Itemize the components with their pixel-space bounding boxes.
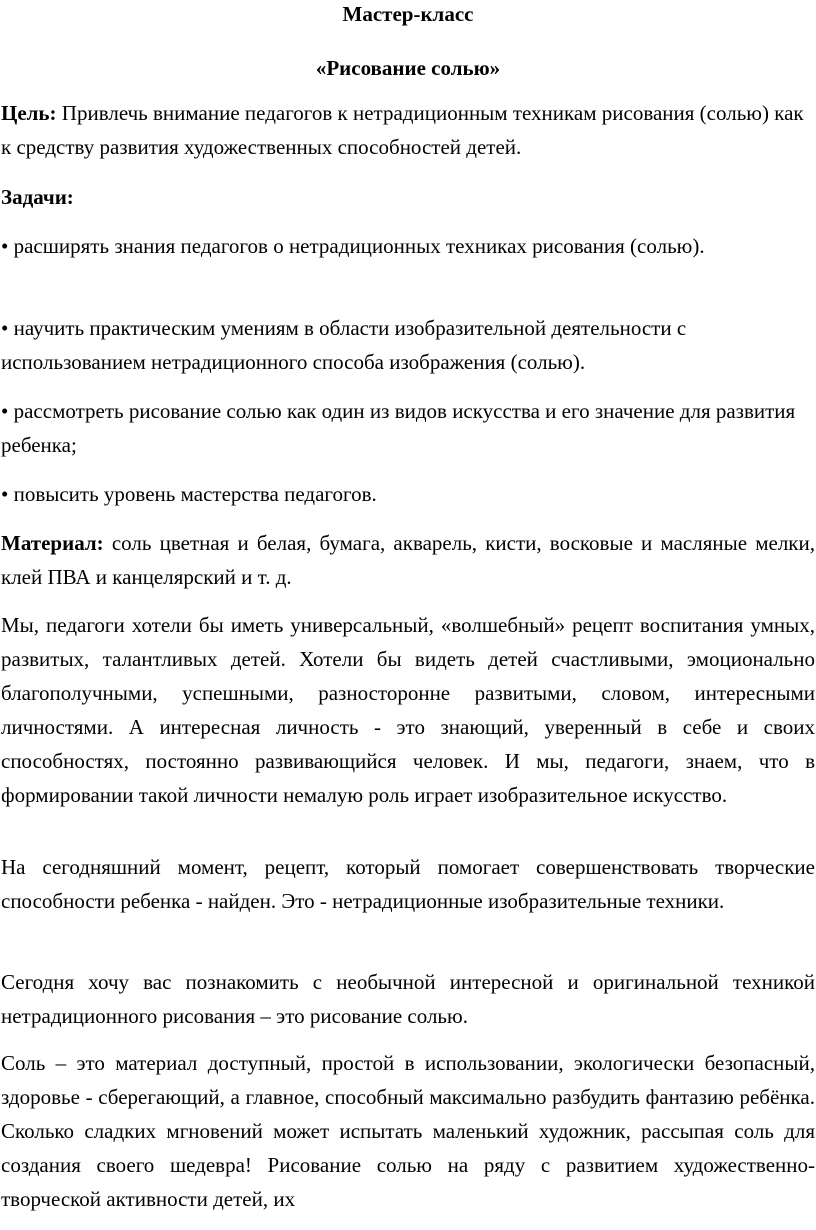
goal-label: Цель: <box>1 101 57 125</box>
task-item: • рассмотреть рисование солью как один из видов искусства и его значение для развития ребенка; <box>1 399 796 457</box>
tasks-label: Задачи: <box>1 185 74 209</box>
material-label: Материал: <box>1 531 104 555</box>
task-item: • расширять знания педагогов о нетрадиционных техниках рисования (солью). <box>1 234 705 258</box>
body-paragraph: На сегодняшний момент, рецепт, который помогает совершенствовать творческие способности ребенка - найден. Это - нетрадиционные изобразительные техники. <box>1 855 815 913</box>
material-text: соль цветная и белая, бумага, акварель, кисти, восковые и масляные мелки, клей ПВА и канцелярский и т. д. <box>1 531 815 589</box>
material-paragraph <box>1 526 815 594</box>
task-item: • научить практическим умениям в области изобразительной деятельности с использованием нетрадиционного способа изображения (солью). <box>1 316 687 374</box>
goal-text: Привлечь внимание педагогов к нетрадиционным техникам рисования (солью) как к средству развития художественных способностей детей. <box>1 101 804 159</box>
body-paragraph: Мы, педагоги хотели бы иметь универсальный, «волшебный» рецепт воспитания умных, развитых, талантливых детей. Хотели бы видеть детей счастливыми, эмоционально благополучными, успешными, разносторонне развитыми, словом, интересными личностями. А интересная личность - это знающий, уверенный в себе и своих способностях, постоянно развивающийся человек. И мы, педагоги, знаем, что в формировании такой личности немалую роль играет изобразительное искусство. <box>1 613 815 807</box>
task-item: • повысить уровень мастерства педагогов. <box>1 482 377 506</box>
tasks-heading <box>1 180 815 214</box>
body-paragraph: Сегодня хочу вас познакомить с необычной интересной и оригинальной техникой нетрадиционного рисования – это рисование солью. <box>1 970 815 1028</box>
document-title: Мастер-класс <box>342 2 474 26</box>
document-subtitle: «Рисование солью» <box>315 56 501 80</box>
body-paragraph: Соль – это материал доступный, простой в использовании, экологически безопасный, здоровье - сберегающий, а главное, способный максимально разбудить фантазию ребёнка. Сколько сладких мгновений может испытать маленький художник, рассыпая соль для создания своего шедевра! Рисование солью на ряду с развитием художественно-творческой активности детей, их <box>1 1051 815 1211</box>
goal-paragraph <box>1 96 815 164</box>
